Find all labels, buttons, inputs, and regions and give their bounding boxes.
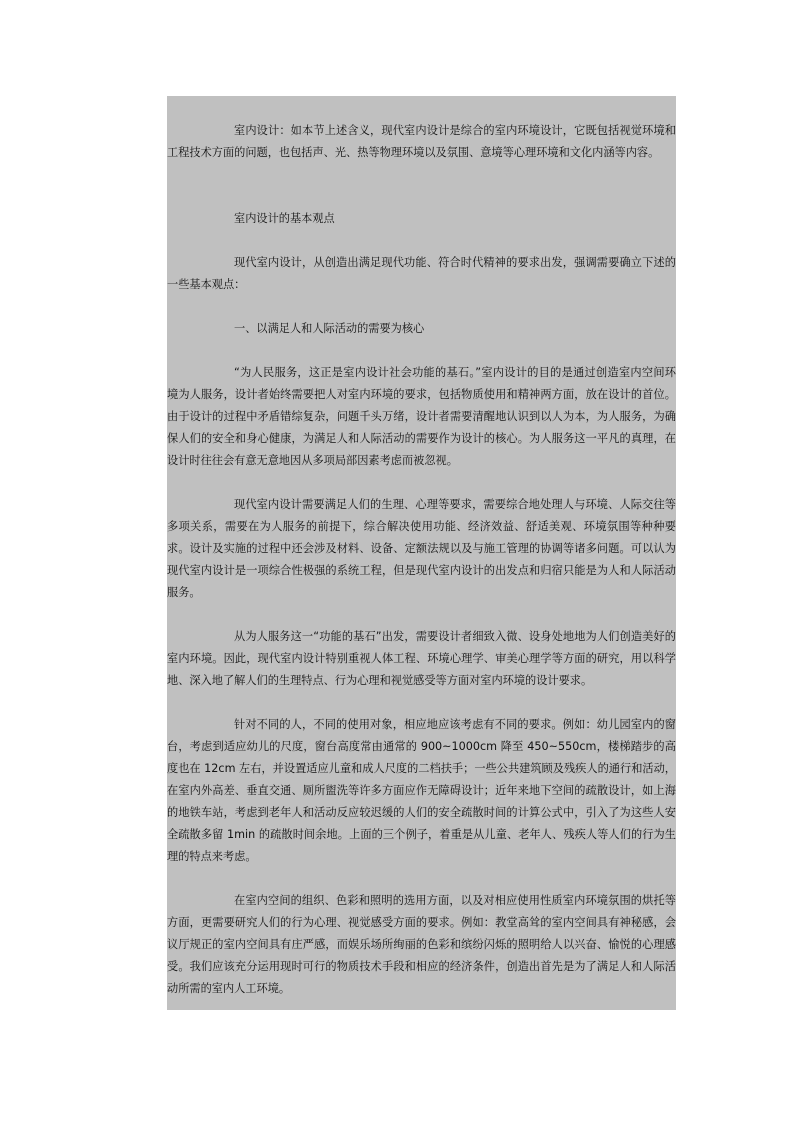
paragraph-function-cornerstone: 从为人服务这一“功能的基石”出发，需要设计者细致入微、设身处地地为人们创造美好的室内环境。因此，现代室内设计特别重视人体工程、环境心理学、审美心理学等方面的研究，用以科学地、深入地了解人们的生理特点、行为心理和视觉感受等方面对室内环境的设计要求。 <box>167 630 676 687</box>
paragraph-different-users: 针对不同的人，不同的使用对象，相应地应该考虑有不同的要求。例如：幼儿园室内的窗台，考虑到适应幼儿的尺度，窗台高度常由通常的 900~1000cm 降至 450~550cm，楼梯踏步的高度也在 12cm 左右，并设置适应儿童和成人尺度的二档扶手；一些公共建筑顾及残疾人的通行和活动，在室内外高差、垂直交通、厕所盥洗等许多方面应作无障碍设计；近年来地下空间的疏散设计，如上海的地铁车站，考虑到老年人和活动反应较迟缓的人们的安全疏散时间的计算公式中，引入了为这些人安全疏散多留 1min 的疏散时间余地。上面的三个例子，着重是从儿童、老年人、残疾人等人们的行为生理的特点来考虑。 <box>167 718 676 863</box>
paragraph-modern-design-requirements: 现代室内设计需要满足人们的生理、心理等要求，需要综合地处理人与环境、人际交往等多项关系，需要在为人服务的前提下，综合解决使用功能、经济效益、舒适美观、环境氛围等种种要求。设计及实施的过程中还会涉及材料、设备、定额法规以及与施工管理的协调等诸多问题。可以认为现代室内设计是一项综合性极强的系统工程，但是现代室内设计的出发点和归宿只能是为人和人际活动服务。 <box>167 498 676 599</box>
paragraph-space-color-lighting: 在室内空间的组织、色彩和照明的选用方面，以及对相应使用性质室内环境氛围的烘托等方面，更需要研究人们的行为心理、视觉感受方面的要求。例如：教堂高耸的室内空间具有神秘感，会议厅规正的室内空间具有庄严感，而娱乐场所绚丽的色彩和缤纷闪烁的照明给人以兴奋、愉悦的心理感受。我们应该充分运用现时可行的物质技术手段和相应的经济条件，创造出首先是为了满足人和人际活动所需的室内人工环境。 <box>167 894 676 995</box>
document-text-block <box>167 96 676 1010</box>
paragraph-serve-people: “为人民服务，这正是室内设计社会功能的基石。”室内设计的目的是通过创造室内空间环境为人服务，设计者始终需要把人对室内环境的要求，包括物质使用和精神两方面，放在设计的首位。由于设计的过程中矛盾错综复杂，问题千头万绪，设计者需要清醒地认识到以人为本，为人服务，为确保人们的安全和身心健康，为满足人和人际活动的需要作为设计的核心。为人服务这一平凡的真理，在设计时往往会有意无意地因从多项局部因素考虑而被忽视。 <box>167 366 676 467</box>
subheading-human-needs-core: 一、以满足人和人际活动的需要为核心 <box>234 322 425 335</box>
paragraph-intro: 室内设计：如本节上述含义，现代室内设计是综合的室内环境设计，它既包括视觉环境和工程技术方面的问题，也包括声、光、热等物理环境以及氛围、意境等心理环境和文化内涵等内容。 <box>167 124 676 159</box>
section-heading-basic-views: 室内设计的基本观点 <box>234 212 335 225</box>
paragraph-basic-views-intro: 现代室内设计，从创造出满足现代功能、符合时代精神的要求出发，强调需要确立下述的一些基本观点： <box>167 256 676 291</box>
